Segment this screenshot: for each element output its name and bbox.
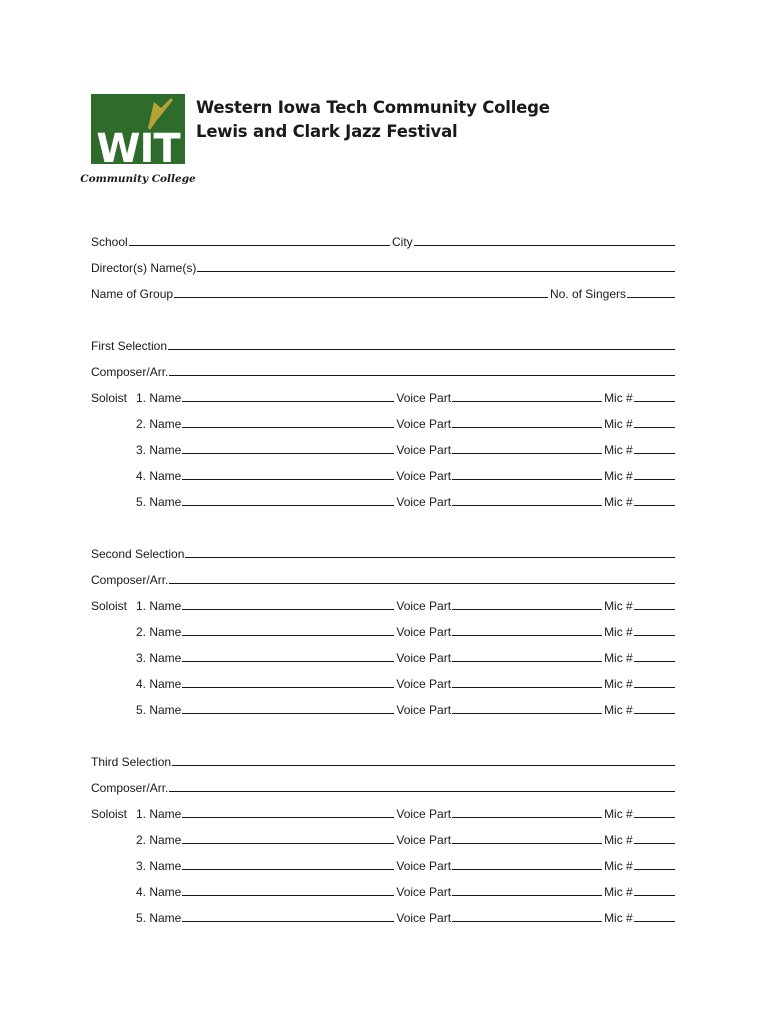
city-field[interactable] xyxy=(414,244,675,246)
mic-label: Mic # xyxy=(604,625,633,639)
directors-label: Director(s) Name(s) xyxy=(91,261,197,275)
soloist-name-field[interactable] xyxy=(182,608,394,610)
composer-field[interactable] xyxy=(169,582,675,584)
voice-part-field[interactable] xyxy=(452,426,602,428)
soloist-name-label: 4. Name xyxy=(136,885,182,899)
soloist-name-label: 2. Name xyxy=(136,625,182,639)
soloist-name-field[interactable] xyxy=(182,634,394,636)
soloist-name-label: 5. Name xyxy=(136,495,182,509)
soloist-row xyxy=(91,647,677,665)
soloist-label: Soloist xyxy=(91,599,128,613)
mic-field[interactable] xyxy=(634,868,675,870)
mic-field[interactable] xyxy=(634,660,675,662)
soloist-row xyxy=(91,881,677,899)
soloist-name-field[interactable] xyxy=(182,478,394,480)
mic-label: Mic # xyxy=(604,443,633,457)
mic-label: Mic # xyxy=(604,651,633,665)
soloist-name-label: 4. Name xyxy=(136,677,182,691)
mic-label: Mic # xyxy=(604,703,633,717)
soloist-row xyxy=(91,465,677,483)
soloist-row xyxy=(91,491,677,509)
header-title-block xyxy=(196,96,550,144)
mic-label: Mic # xyxy=(604,911,633,925)
voice-part-field[interactable] xyxy=(452,400,602,402)
soloist-row xyxy=(91,673,677,691)
mic-label: Mic # xyxy=(604,391,633,405)
selection-label: First Selection xyxy=(91,339,168,353)
mic-label: Mic # xyxy=(604,885,633,899)
soloist-name-field[interactable] xyxy=(182,868,394,870)
voice-part-field[interactable] xyxy=(452,608,602,610)
soloist-name-field[interactable] xyxy=(182,452,394,454)
soloist-name-field[interactable] xyxy=(182,504,394,506)
soloist-row xyxy=(91,439,677,457)
voice-part-field[interactable] xyxy=(452,894,602,896)
soloist-row xyxy=(91,855,677,873)
mic-label: Mic # xyxy=(604,833,633,847)
voice-part-field[interactable] xyxy=(452,816,602,818)
soloist-label: Soloist xyxy=(91,807,128,821)
soloist-label: Soloist xyxy=(91,391,128,405)
logo-letters: WIT xyxy=(96,126,180,172)
voice-part-label: Voice Part xyxy=(396,625,452,639)
mic-field[interactable] xyxy=(634,686,675,688)
soloist-name-label: 4. Name xyxy=(136,469,182,483)
school-field[interactable] xyxy=(129,244,390,246)
voice-part-field[interactable] xyxy=(452,868,602,870)
school-city-row xyxy=(91,231,677,249)
soloist-name-label: 1. Name xyxy=(136,599,182,613)
soloist-name-label: 1. Name xyxy=(136,391,182,405)
selection-field[interactable] xyxy=(185,556,675,558)
voice-part-label: Voice Part xyxy=(396,469,452,483)
soloist-name-label: 2. Name xyxy=(136,417,182,431)
mic-field[interactable] xyxy=(634,842,675,844)
soloist-name-field[interactable] xyxy=(182,426,394,428)
selection-label: Second Selection xyxy=(91,547,185,561)
soloist-name-field[interactable] xyxy=(182,920,394,922)
voice-part-label: Voice Part xyxy=(396,651,452,665)
composer-label: Composer/Arr. xyxy=(91,365,169,379)
voice-part-field[interactable] xyxy=(452,920,602,922)
soloist-name-field[interactable] xyxy=(182,400,394,402)
soloist-name-label: 3. Name xyxy=(136,443,182,457)
selection-field[interactable] xyxy=(172,764,675,766)
voice-part-label: Voice Part xyxy=(396,885,452,899)
composer-field[interactable] xyxy=(169,374,675,376)
mic-field[interactable] xyxy=(634,452,675,454)
mic-field[interactable] xyxy=(634,920,675,922)
voice-part-label: Voice Part xyxy=(396,807,452,821)
soloist-name-field[interactable] xyxy=(182,660,394,662)
soloist-name-field[interactable] xyxy=(182,842,394,844)
soloist-name-label: 2. Name xyxy=(136,833,182,847)
soloist-row xyxy=(91,595,677,613)
mic-label: Mic # xyxy=(604,677,633,691)
soloist-row xyxy=(91,829,677,847)
mic-label: Mic # xyxy=(604,859,633,873)
college-name: Western Iowa Tech Community College xyxy=(196,98,550,117)
soloist-row xyxy=(91,387,677,405)
logo-caption: Community College xyxy=(80,173,196,185)
selection-row xyxy=(91,543,677,561)
soloist-name-label: 3. Name xyxy=(136,651,182,665)
composer-row xyxy=(91,361,677,379)
selection-row xyxy=(91,751,677,769)
soloist-name-field[interactable] xyxy=(182,894,394,896)
voice-part-label: Voice Part xyxy=(396,677,452,691)
voice-part-label: Voice Part xyxy=(396,703,452,717)
composer-label: Composer/Arr. xyxy=(91,781,169,795)
voice-part-label: Voice Part xyxy=(396,859,452,873)
soloist-row xyxy=(91,413,677,431)
mic-label: Mic # xyxy=(604,469,633,483)
singers-label: No. of Singers xyxy=(549,287,626,301)
soloist-name-field[interactable] xyxy=(182,686,394,688)
directors-field[interactable] xyxy=(197,270,675,272)
voice-part-label: Voice Part xyxy=(396,599,452,613)
composer-row xyxy=(91,777,677,795)
mic-field[interactable] xyxy=(634,894,675,896)
city-label: City xyxy=(392,235,413,249)
voice-part-field[interactable] xyxy=(452,478,602,480)
singers-field[interactable] xyxy=(627,296,675,298)
group-row xyxy=(91,283,677,301)
voice-part-field[interactable] xyxy=(452,452,602,454)
mic-label: Mic # xyxy=(604,417,633,431)
group-field[interactable] xyxy=(174,296,548,298)
voice-part-field[interactable] xyxy=(452,504,602,506)
voice-part-label: Voice Part xyxy=(396,443,452,457)
school-label: School xyxy=(91,235,128,249)
soloist-name-label: 5. Name xyxy=(136,911,182,925)
directors-row xyxy=(91,257,677,275)
soloist-row xyxy=(91,907,677,925)
mic-field[interactable] xyxy=(634,504,675,506)
soloist-name-label: 1. Name xyxy=(136,807,182,821)
soloist-name-field[interactable] xyxy=(182,816,394,818)
voice-part-label: Voice Part xyxy=(396,911,452,925)
composer-label: Composer/Arr. xyxy=(91,573,169,587)
soloist-row xyxy=(91,803,677,821)
mic-label: Mic # xyxy=(604,807,633,821)
voice-part-label: Voice Part xyxy=(396,391,452,405)
mic-field[interactable] xyxy=(634,634,675,636)
voice-part-label: Voice Part xyxy=(396,417,452,431)
voice-part-field[interactable] xyxy=(452,634,602,636)
voice-part-field[interactable] xyxy=(452,712,602,714)
mic-field[interactable] xyxy=(634,426,675,428)
composer-row xyxy=(91,569,677,587)
soloist-name-label: 5. Name xyxy=(136,703,182,717)
voice-part-field[interactable] xyxy=(452,660,602,662)
soloist-row xyxy=(91,621,677,639)
wit-logo xyxy=(80,94,196,186)
mic-field[interactable] xyxy=(634,608,675,610)
mic-field[interactable] xyxy=(634,816,675,818)
selection-row xyxy=(91,335,677,353)
mic-field[interactable] xyxy=(634,712,675,714)
voice-part-label: Voice Part xyxy=(396,833,452,847)
mic-field[interactable] xyxy=(634,400,675,402)
composer-field[interactable] xyxy=(169,790,675,792)
soloist-name-label: 3. Name xyxy=(136,859,182,873)
mic-label: Mic # xyxy=(604,599,633,613)
selection-field[interactable] xyxy=(168,348,675,350)
voice-part-label: Voice Part xyxy=(396,495,452,509)
selection-label: Third Selection xyxy=(91,755,172,769)
voice-part-field[interactable] xyxy=(452,842,602,844)
voice-part-field[interactable] xyxy=(452,686,602,688)
mic-label: Mic # xyxy=(604,495,633,509)
mic-field[interactable] xyxy=(634,478,675,480)
soloist-row xyxy=(91,699,677,717)
soloist-name-field[interactable] xyxy=(182,712,394,714)
event-name: Lewis and Clark Jazz Festival xyxy=(196,122,458,141)
group-label: Name of Group xyxy=(91,287,174,301)
